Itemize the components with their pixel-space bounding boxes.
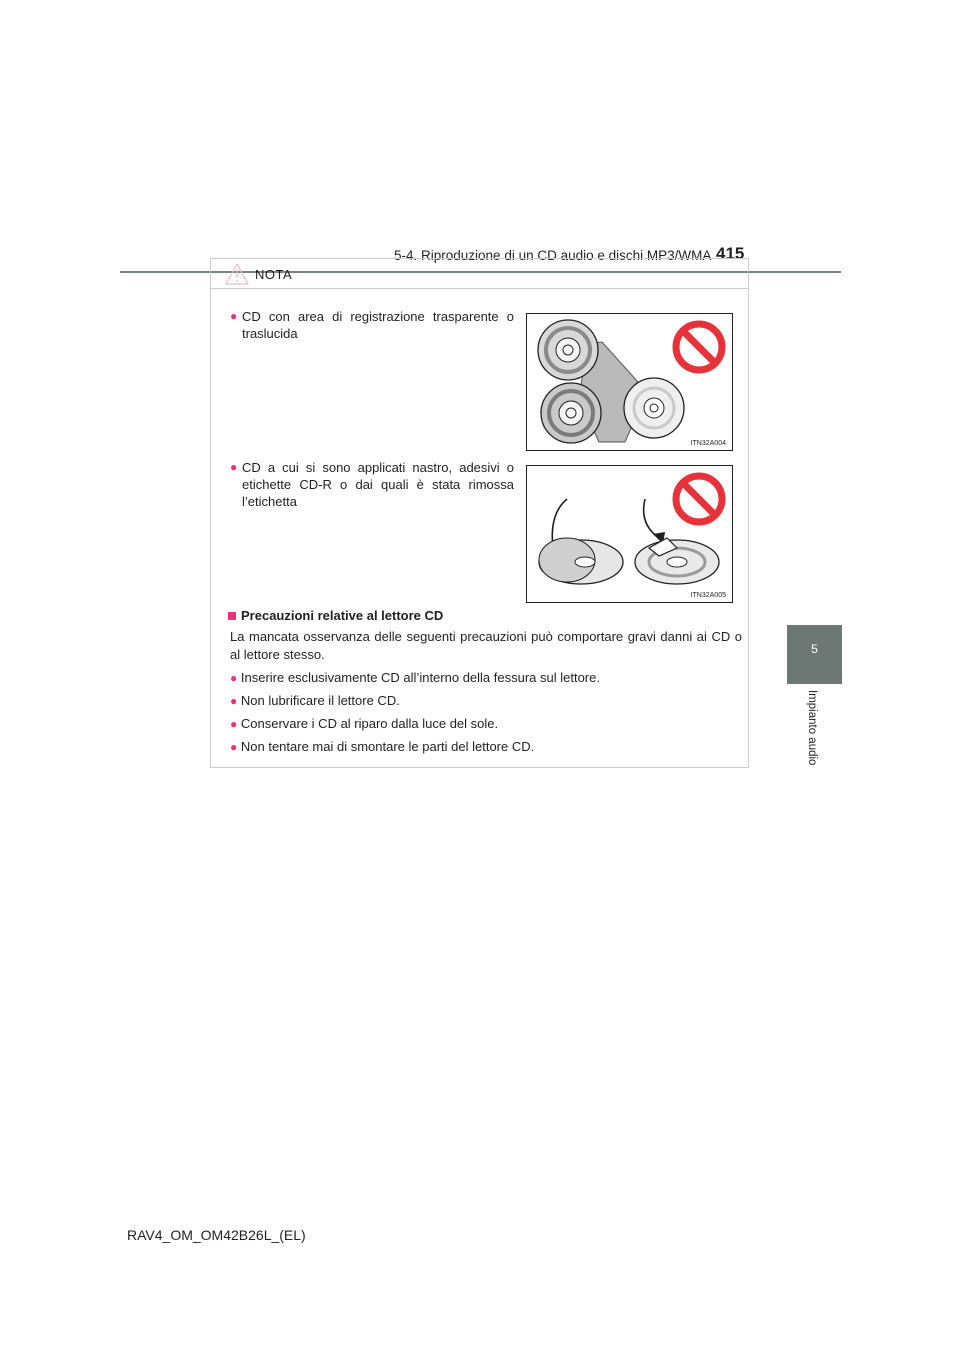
warning-icon [225, 263, 249, 285]
bullet-icon: ● [230, 717, 238, 731]
list-item [230, 669, 742, 687]
list-item [230, 308, 514, 342]
header-title: 5-4. Riproduzione di un CD audio e dischi MP3/WMA [394, 248, 712, 263]
chapter-number: 5 [811, 642, 818, 656]
bullet-icon: ● [230, 694, 238, 708]
list-item [230, 692, 742, 710]
page-number: 415 [716, 244, 745, 263]
bullet-icon: ● [230, 740, 238, 754]
bullet-text: Inserire esclusivamente CD all’interno della fessura sul lettore. [240, 670, 600, 685]
item-text: CD con area di registrazione trasparente o traslucida [242, 309, 514, 341]
section-title-text: Precauzioni relative al lettore CD [241, 608, 444, 623]
illustration-transparent-cd [526, 313, 733, 451]
section-intro: La mancata osservanza delle seguenti precauzioni può comportare gravi danni ai CD o al lettore stesso. [230, 629, 742, 662]
labeled-cd-illustration [527, 466, 732, 602]
bullet-text: Conservare i CD al riparo dalla luce del sole. [240, 716, 499, 731]
bullet-text: Non tentare mai di smontare le parti del lettore CD. [240, 739, 535, 754]
section-body [230, 628, 742, 756]
footer-doc-code: RAV4_OM_OM42B26L_(EL) [127, 1227, 306, 1243]
bullet-icon: ● [230, 671, 238, 685]
nota-label: NOTA [255, 267, 293, 282]
list-item [230, 738, 742, 756]
image-code: ITN32A005 [690, 592, 726, 599]
item-text: CD a cui si sono applicati nastro, adesivi o etichette CD-R o dai quali è stata rimossa l’etichetta [242, 460, 514, 509]
list-item [230, 459, 514, 510]
image-code: ITN32A004 [690, 440, 726, 447]
transparent-cd-illustration [527, 314, 732, 450]
bullet-icon: ● [230, 460, 238, 474]
bullet-icon: ● [230, 309, 238, 323]
chapter-label: Impianto audio [806, 690, 818, 766]
illustration-labeled-cd [526, 465, 733, 603]
nota-box [210, 258, 749, 768]
nota-header [211, 259, 748, 289]
square-bullet-icon [228, 612, 236, 620]
section-heading [228, 608, 443, 623]
chapter-tab [787, 625, 842, 684]
list-item [230, 715, 742, 733]
bullet-text: Non lubrificare il lettore CD. [240, 693, 400, 708]
